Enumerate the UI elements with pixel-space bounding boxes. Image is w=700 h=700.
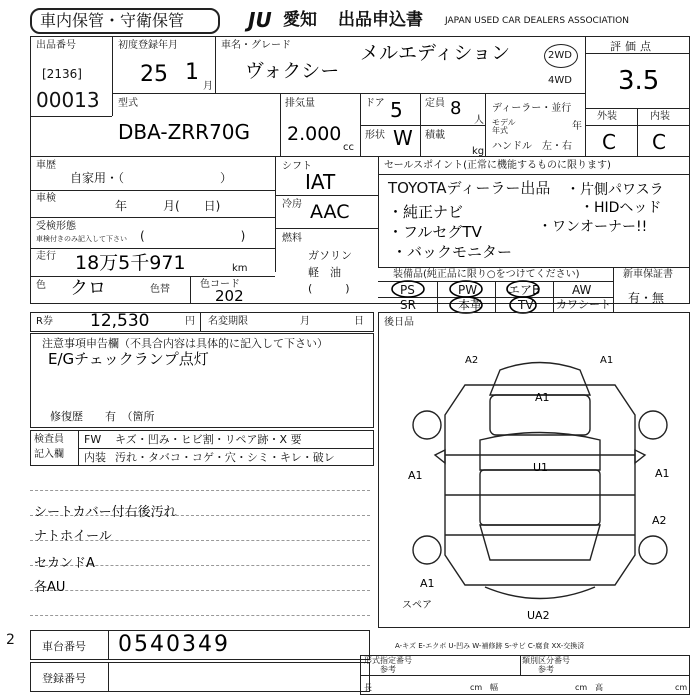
car-name: ヴォクシー: [245, 60, 340, 82]
car-name-label: 車名・グレード: [221, 40, 291, 51]
ac-value: AAC: [310, 201, 350, 223]
equip-tv: TV: [518, 298, 534, 312]
interior-items: 汚れ・タバコ・コゲ・穴・シミ・キレ・破レ: [115, 451, 335, 464]
notes-text: E/Gチェックランプ点灯: [48, 350, 209, 368]
equip-airbag: エアB: [508, 283, 541, 297]
equip-ps: PS: [400, 283, 415, 297]
inspection-value: 年 月( 日): [115, 199, 221, 213]
load-unit: kg: [472, 146, 485, 157]
model-year-label: モデル 年式: [492, 118, 516, 135]
drive-4wd: 4WD: [548, 75, 572, 86]
fuel-label: 燃料: [282, 233, 302, 244]
received-value: ( ): [140, 229, 246, 243]
chassis-label: 車台番号: [42, 640, 86, 653]
selling-line-5: ・HIDヘッド: [580, 200, 662, 216]
selling-line-6: ・ワンオーナー!!: [538, 219, 648, 235]
fuel-options: ガソリン 軽 油 ( ): [308, 249, 352, 295]
color-label: 色: [36, 280, 46, 291]
doors-label: ドア: [365, 98, 385, 109]
ju-logo: JU: [248, 8, 272, 32]
selling-line-3: ・バックモニター: [392, 243, 513, 261]
damage-mark-6: A1: [655, 467, 670, 480]
model-value: DBA-ZRR70G: [118, 120, 251, 144]
year-unit: 年: [572, 121, 582, 132]
rating-label: 評価点: [610, 40, 655, 53]
recycle-unit: 円: [185, 316, 195, 327]
equipment-circles: [378, 276, 613, 316]
displacement-value: 2.000: [287, 123, 342, 145]
received-sub: 車検付きのみ記入して下さい: [36, 235, 127, 243]
damage-mark-1: A2: [465, 355, 479, 366]
category-sub: 参考: [538, 665, 554, 674]
width-label: 幅: [490, 683, 498, 692]
shift-value: IAT: [305, 170, 336, 194]
inspector-note-1: シートカバー付右後汚れ: [34, 505, 177, 520]
first-reg-month-unit: 月: [203, 81, 213, 92]
damage-mark-3: A1: [535, 391, 550, 404]
form-title: 出品申込書: [338, 10, 423, 30]
height-label: 高: [595, 683, 603, 692]
inspector-notes-area: [30, 468, 374, 628]
rating-score: 3.5: [618, 66, 660, 96]
first-reg-month: 1: [185, 60, 199, 85]
first-reg-label: 初度登録年月: [118, 40, 178, 51]
type-designation-label: 形式指定番号: [364, 656, 412, 665]
equip-pw: PW: [458, 283, 478, 297]
length-unit: cm: [470, 683, 483, 692]
recycle-value: 12,530: [90, 311, 150, 331]
mileage-label: 走行: [36, 251, 56, 262]
exterior-label: 外装: [597, 111, 617, 122]
color-value: クロ: [70, 278, 106, 299]
association-name: JAPAN USED CAR DEALERS ASSOCIATION: [445, 16, 629, 26]
interior-grade: C: [652, 130, 666, 154]
inspector-note-3: セカンドA: [34, 556, 95, 571]
damage-mark-5: A1: [408, 469, 423, 482]
damage-mark-9: UA2: [527, 609, 550, 622]
damage-mark-8: A1: [420, 577, 435, 590]
first-reg-year: 25: [140, 62, 168, 87]
color-change-label: 色替: [150, 284, 170, 295]
fw-label: FW: [84, 433, 102, 446]
notes-label: 注意事項申告欄（不具合内容は具体的に記入して下さい）: [42, 337, 328, 350]
history-value: 自家用・（ ）: [70, 171, 233, 185]
type-designation-sub: 参考: [380, 665, 396, 674]
damage-legend: A-キズ E-エクボ U-凹み W-補修跡 S-サビ C-腐食 XX-交換済: [395, 642, 585, 650]
received-label: 受検形態: [36, 221, 76, 232]
body-type-label: 形状: [365, 130, 385, 141]
displacement-unit: cc: [343, 142, 354, 153]
color-code-label: 色コード: [200, 279, 240, 290]
capacity-label: 定員: [425, 98, 445, 109]
capacity-unit: 人: [474, 115, 484, 126]
inspector-note-4: 各AU: [34, 580, 66, 595]
color-code: 202: [215, 287, 244, 305]
equip-seat: カワシート: [556, 298, 611, 311]
inspector-label-1: 検査員: [34, 434, 64, 445]
height-unit: cm: [675, 683, 688, 692]
length-label: 長: [364, 683, 372, 692]
inspection-label: 車検: [36, 193, 56, 204]
inspector-note-2: ナトホイール: [34, 529, 112, 544]
category-label: 類別区分番号: [522, 656, 570, 665]
damage-mark-4: U1: [533, 461, 549, 474]
displacement-label: 排気量: [285, 98, 315, 109]
equip-sr: SR: [400, 298, 416, 312]
warranty-options: 有・無: [628, 291, 665, 305]
selling-line-4: ・片側パワスラ: [566, 182, 664, 198]
back-panel-label: 後日品: [384, 317, 414, 328]
model-label: 型式: [118, 98, 138, 109]
repair-label: 修復歴 有 （箇所: [50, 410, 155, 423]
recycle-row: [30, 312, 374, 332]
name-change-label: 名変期限: [208, 316, 248, 327]
body-type-value: W: [393, 126, 413, 150]
lot-label: 出品番号: [36, 40, 76, 51]
mileage-unit: km: [232, 263, 248, 274]
warranty-label: 新車保証書: [623, 269, 673, 280]
spare-label: スペア: [402, 600, 432, 611]
registration-label: 登録番号: [42, 672, 86, 685]
drive-2wd: 2WD: [548, 50, 572, 61]
brand-title: 愛知: [283, 10, 317, 30]
handle-label: ハンドル 左・右: [492, 141, 572, 152]
damage-mark-2: A1: [600, 355, 614, 366]
car-grade: メルエディション: [360, 42, 511, 64]
equip-aw: AW: [572, 283, 592, 297]
width-unit: cm: [575, 683, 588, 692]
doors-value: 5: [390, 98, 403, 122]
capacity-value: 8: [450, 98, 462, 119]
ac-label: 冷房: [282, 199, 302, 210]
margin-mark: 2: [6, 632, 15, 648]
mileage-value: 18万5千971: [75, 252, 186, 274]
storage-stamp-text: 車内保管・守衛保管: [40, 11, 185, 30]
name-change-month: 月: [300, 316, 310, 327]
lot-code: [2136]: [42, 67, 82, 81]
fw-items: キズ・凹み・ヒビ割・リペア跡・X 要: [115, 433, 302, 446]
interior-label: 内装: [650, 111, 670, 122]
name-change-day: 日: [354, 316, 364, 327]
chassis-value: 0540349: [118, 632, 230, 657]
selling-dealer: TOYOTAディーラー出品: [388, 179, 551, 197]
selling-points-label: セールスポイント(正常に機能するものに限ります): [384, 160, 611, 171]
dealer-label: ディーラー・並行: [492, 103, 572, 114]
selling-line-1: ・純正ナビ: [388, 203, 464, 221]
exterior-grade: C: [602, 130, 616, 154]
equipment-label: 装備品(純正品に限り○をつけてください): [393, 269, 580, 280]
lot-number: 00013: [36, 88, 100, 112]
inspector-label-2: 記入欄: [34, 449, 64, 460]
interior-check-label: 内装: [84, 451, 106, 464]
history-label: 車歴: [36, 160, 56, 171]
load-label: 積載: [425, 130, 445, 141]
damage-mark-7: A2: [652, 514, 667, 527]
recycle-label: R券: [36, 316, 53, 327]
shift-label: シフト: [282, 161, 312, 172]
equip-leather: 本革: [458, 298, 483, 312]
selling-line-2: ・フルセグTV: [388, 223, 482, 241]
